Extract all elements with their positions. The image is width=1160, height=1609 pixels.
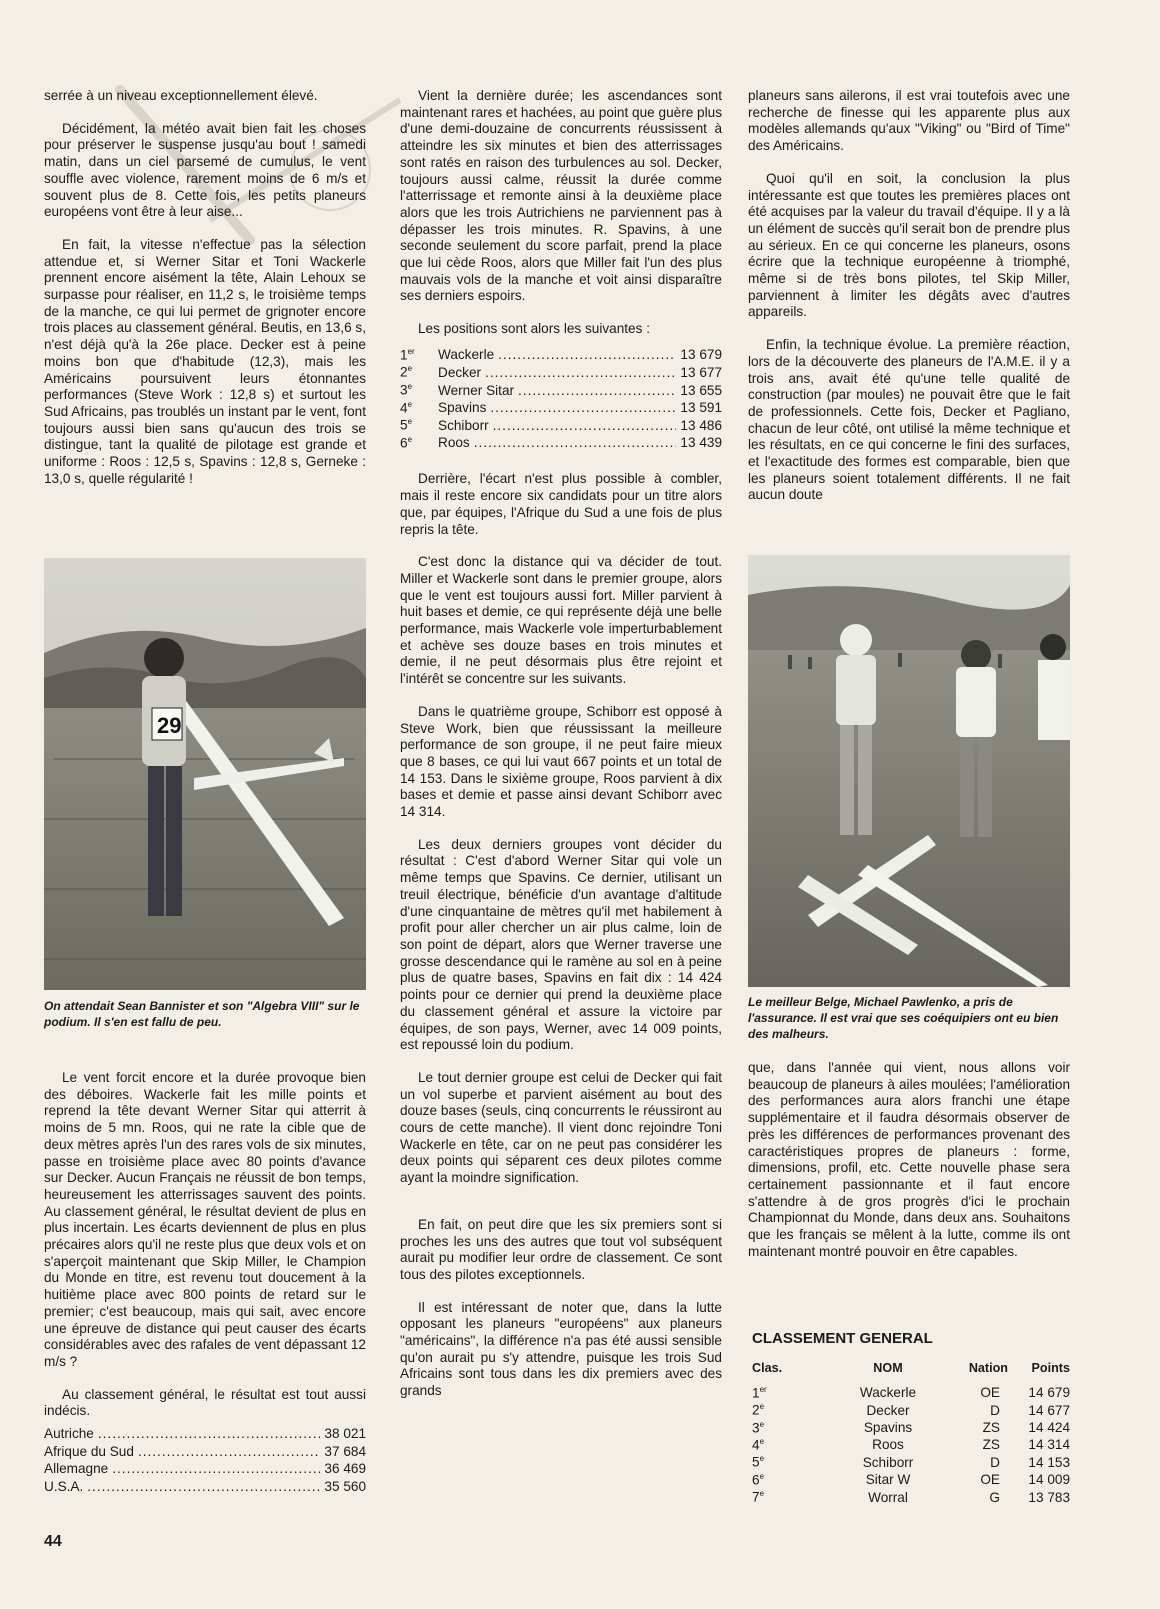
table-row: 7e Worral G 13 783 (752, 1489, 1070, 1505)
paragraph: Derrière, l'écart n'est plus possible à combler, mais il reste encore six candidats pour un titre alors que, par équipes, l'Afrique du Sud a une fois de plus repris la tête. (400, 471, 722, 537)
paragraph: Décidément, la météo avait bien fait les choses pour préserver le suspense jusqu'au bout ! samedi matin, dans un ciel parsemé de cumulus, le vent souffle avec violence, rarement moins de 6 m/s et souvent plus de 8. Cette fois, les petits planeurs européens vont être à leur aise... (44, 120, 366, 220)
column-1-lower (44, 1070, 366, 1512)
photo-caption-right: Le meilleur Belge, Michael Pawlenko, a pris de l'assurance. Il est vrai que ses coéquipiers ont eu bien des malheurs. (748, 995, 1059, 1041)
list-item: 1er Wackerle ..... 13 679 (400, 344, 722, 362)
paragraph: C'est donc la distance qui va décider de tout. Miller et Wackerle sont dans le premier groupe, alors que le vent est toujours aussi fort. Miller parvient à huit bases et demie, ce qui représente déjà une belle performance, mais Wackerle vole imperturbablement et achève ses douze bases en trois minutes et demie, il ne peut désormais plus être rejoint et l'intérêt se concentre sur les suivants. (400, 554, 722, 687)
nations-ranking (44, 1426, 366, 1496)
positions-ranking (400, 344, 722, 450)
paragraph: En fait, la vitesse n'effectue pas la sélection attendue et, si Werner Sitar et Toni Wackerle prennent encore aisément la tête, Alain Lehoux se surpasse pour réaliser, en 11,2 s, le troisième temps de la manche, ce qui lui permet de grignoter encore trois places au classement général. Beutis, en 13,6 s, n'est déjà qu'à la 26e place. Decker est à peine moins bon que d'habitude (12,3), mais les Américains poursuivent leurs étonnantes performances (Steve Work : 12,8 s) et surtout les Sud Africains, pas troublés un instant par le vent, font toujours aussi bien sans qu'aucun des trois se distingue, tant la qualité de pilotage est grande et uniforme : Roos : 12,5 s, Spavins : 12,8 s, Gerneke : 13,0 s, quelle régularité ! (44, 236, 366, 486)
ranking-table (752, 1361, 1070, 1506)
photo-caption-left: On attendait Sean Bannister et son "Algebra VIII" sur le podium. Il s'en est fallu de peu. (44, 999, 360, 1029)
list-item: 4e Spavins ..... 13 591 (400, 397, 722, 415)
paragraph: Le tout dernier groupe est celui de Decker qui fait un vol superbe et parvient aisément au bout des douze bases (seuls, cinq concurrents le réussiront au cours de cette manche). Il vient donc rejoindre Toni Wackerle en tête, car on ne peut pas considérer les deux points qui séparent ces deux pilotes comme ayant la moindre signification. (400, 1069, 722, 1186)
table-row: 6e Sitar W OE 14 009 (752, 1471, 1070, 1488)
column-2 (400, 88, 722, 1416)
paragraph: Les deux derniers groupes vont décider du résultat : C'est d'abord Werner Sitar qui vole un même temps que Spavins. Ce dernier, utilisant un treuil électrique, bénéficie d'un avantage d'altitude d'une cinquantaine de mètres qu'il met habilement à profit pour aller chercher un air plus calme, loin de son point de départ, alors que Werner traverse une grosse descendance qui le ramène au sol en à peine plus de quatre bases, Spavins en fait dix : 14 424 points pour ce dernier qui prend la deuxième place du classement général et assure la victoire par équipes, de son pays, Werner, avec 14 009 points, est repoussé loin du podium. (400, 836, 722, 1053)
list-item: Afrique du Sud ..... 37 684 (44, 1444, 366, 1462)
paragraph: Enfin, la technique évolue. La première réaction, lors de la découverte des planeurs de l'A.M.E. il y a trois ans, avait été qu'une telle qualité de construction (par moules) ne pouvait être que le fait de professionnels. Cette fois, Decker et Pagliano, chacun de leur côté, ont utilisé la même technique et les résultats, en ce qui concerne le fini des surfaces, et l'exactitude des formes est comparable, bien que les planeurs soient totalement différents. Il ne fait aucun doute (748, 337, 1070, 503)
photo-sean-bannister (44, 558, 366, 990)
list-item: U.S.A. ..... 35 560 (44, 1479, 366, 1497)
paragraph: Les positions sont alors les suivantes : (418, 321, 650, 337)
paragraph: Le vent forcit encore et la durée provoque bien des déboires. Wackerle fait les mille points et reprend la tête devant Werner Sitar qui atterrit à moins de 5 mn. Roos, qui ne rate la cible que de deux mètres après l'un des rares vols de six minutes, passe en troisième place avec 80 points d'avance sur Decker. Aucun Français ne réussit de bon temps, heureusement les atterrissages sauvent des points. Au classement général, le résultat devient de plus en plus incertain. Les écarts deviennent de plus en plus précaires alors qu'il ne reste plus que deux vols et on s'aperçoit maintenant que Skip Miller, le Champion du Monde en titre, est revenu tout doucement à la huitième place avec 800 points de retard sur le premier; c'est beaucoup, mais qui sait, avec encore une épreuve de distance qui peut causer des écarts considérables avec des rafales de vent dépassant 12 m/s ? (44, 1070, 366, 1369)
glider-pilot-illustration (44, 558, 366, 990)
list-item: 3e Werner Sitar ..... 13 655 (400, 379, 722, 397)
table-row: 1er Wackerle OE 14 679 (752, 1384, 1070, 1401)
paragraph: que, dans l'année qui vient, nous allons voir beaucoup de planeurs à ailes moulées; l'amélioration des performances aura alors franchi une étape supplémentaire et il faudra désormais observer de près les différences de performances provenant des caractéristiques propres de planeurs : forme, dimensions, profil, etc. Cette nouvelle phase sera certainement passionnante et il faut encore s'attendre à de gros progrès d'ici le prochain Championnat du Monde, dans deux ans. Souhaitons que les français se mêlent à la lutte, comme ils ont maintenant montré pouvoir en être capables. (748, 1060, 1070, 1259)
table-row: 4e Roos ZS 14 314 (752, 1437, 1070, 1453)
classement-general (752, 1330, 1070, 1506)
table-header: Clas. NOM Nation Points (752, 1361, 1070, 1375)
list-item: 6e Roos ..... 13 439 (400, 432, 722, 450)
table-row: 5e Schiborr D 14 153 (752, 1454, 1070, 1471)
list-item: Allemagne ..... 36 469 (44, 1461, 366, 1479)
pilots-field-illustration (748, 555, 1070, 987)
table-row: 3e Spavins ZS 14 424 (752, 1419, 1070, 1436)
list-item: 5e Schiborr ..... 13 486 (400, 414, 722, 432)
column-1 (44, 88, 366, 503)
paragraph: Vient la dernière durée; les ascendances sont maintenant rares et hachées, au point que guère plus d'une demi-douzaine de concurrents réussissent à atteindre les six minutes et bien des atterrissages sont ratés en raison des turbulences au sol. Decker, toujours aussi calme, réussit la durée comme l'atterrissage et remonte ainsi à la deuxième place alors que les trois Autrichiens ne parviennent pas à dépasser les trois minutes. R. Spavins, à une seconde seulement du score parfait, prend la place que lui cède Roos, alors que Miller fait l'un des plus mauvais vols de la manche et voit ainsi disparaître ses derniers espoirs. (400, 88, 722, 304)
paragraph: Il est intéressant de noter que, dans la lutte opposant les planeurs "européens" aux planeurs "américains", la différence n'a pas été aussi sensible qu'on aurait pu s'y attendre, puisque les trois Sud Africains sont tous dans les dix premiers avec des grands (400, 1299, 722, 1399)
paragraph: En fait, on peut dire que les six premiers sont si proches les uns des autres que tout vol subséquent aurait pu modifier leur ordre de classement. Ce sont tous des pilotes exceptionnels. (400, 1216, 722, 1282)
table-row: 2e Decker D 14 677 (752, 1402, 1070, 1418)
paragraph: serrée à un niveau exceptionnellement élevé. (44, 88, 318, 103)
column-3-lower (748, 1060, 1070, 1276)
column-3 (748, 88, 1070, 520)
paragraph: Dans le quatrième groupe, Schiborr est opposé à Steve Work, bien que réussissant la meilleure performance de son groupe, il ne peut faire mieux que 8 bases, ce qui lui vaut 667 points et un total de 14 153. Dans le sixième groupe, Roos parvient à dix bases et demie et passe ainsi devant Schiborr avec 14 314. (400, 703, 722, 820)
paragraph: Quoi qu'il en soit, la conclusion la plus intéressante est que toutes les premières places ont été acquises par la valeur du travail d'équipe. Il y a là un élément de succès qu'il serait bon de prendre plus au sérieux. En ce qui concerne les planeurs, osons écrire que la technique européenne à triomphé, même si de très bons pilotes, tel Skip Miller, parviennent à limiter les dégâts avec d'autres appareils. (748, 170, 1070, 320)
page-number: 44 (44, 1533, 62, 1550)
list-item: Autriche ..... 38 021 (44, 1426, 366, 1444)
paragraph: Au classement général, le résultat est tout aussi indécis. (44, 1386, 366, 1419)
photo-michael-pawlenko (748, 555, 1070, 987)
pilot-bib-number: 29 (157, 713, 182, 738)
list-item: 2e Decker ..... 13 677 (400, 361, 722, 379)
table-title: CLASSEMENT GENERAL (752, 1330, 933, 1347)
paragraph: planeurs sans ailerons, il est vrai toutefois avec une recherche de finesse qui les apparente plus aux modèles allemands qu'aux "Viking" ou "Bird of Time" des Américains. (748, 88, 1070, 154)
